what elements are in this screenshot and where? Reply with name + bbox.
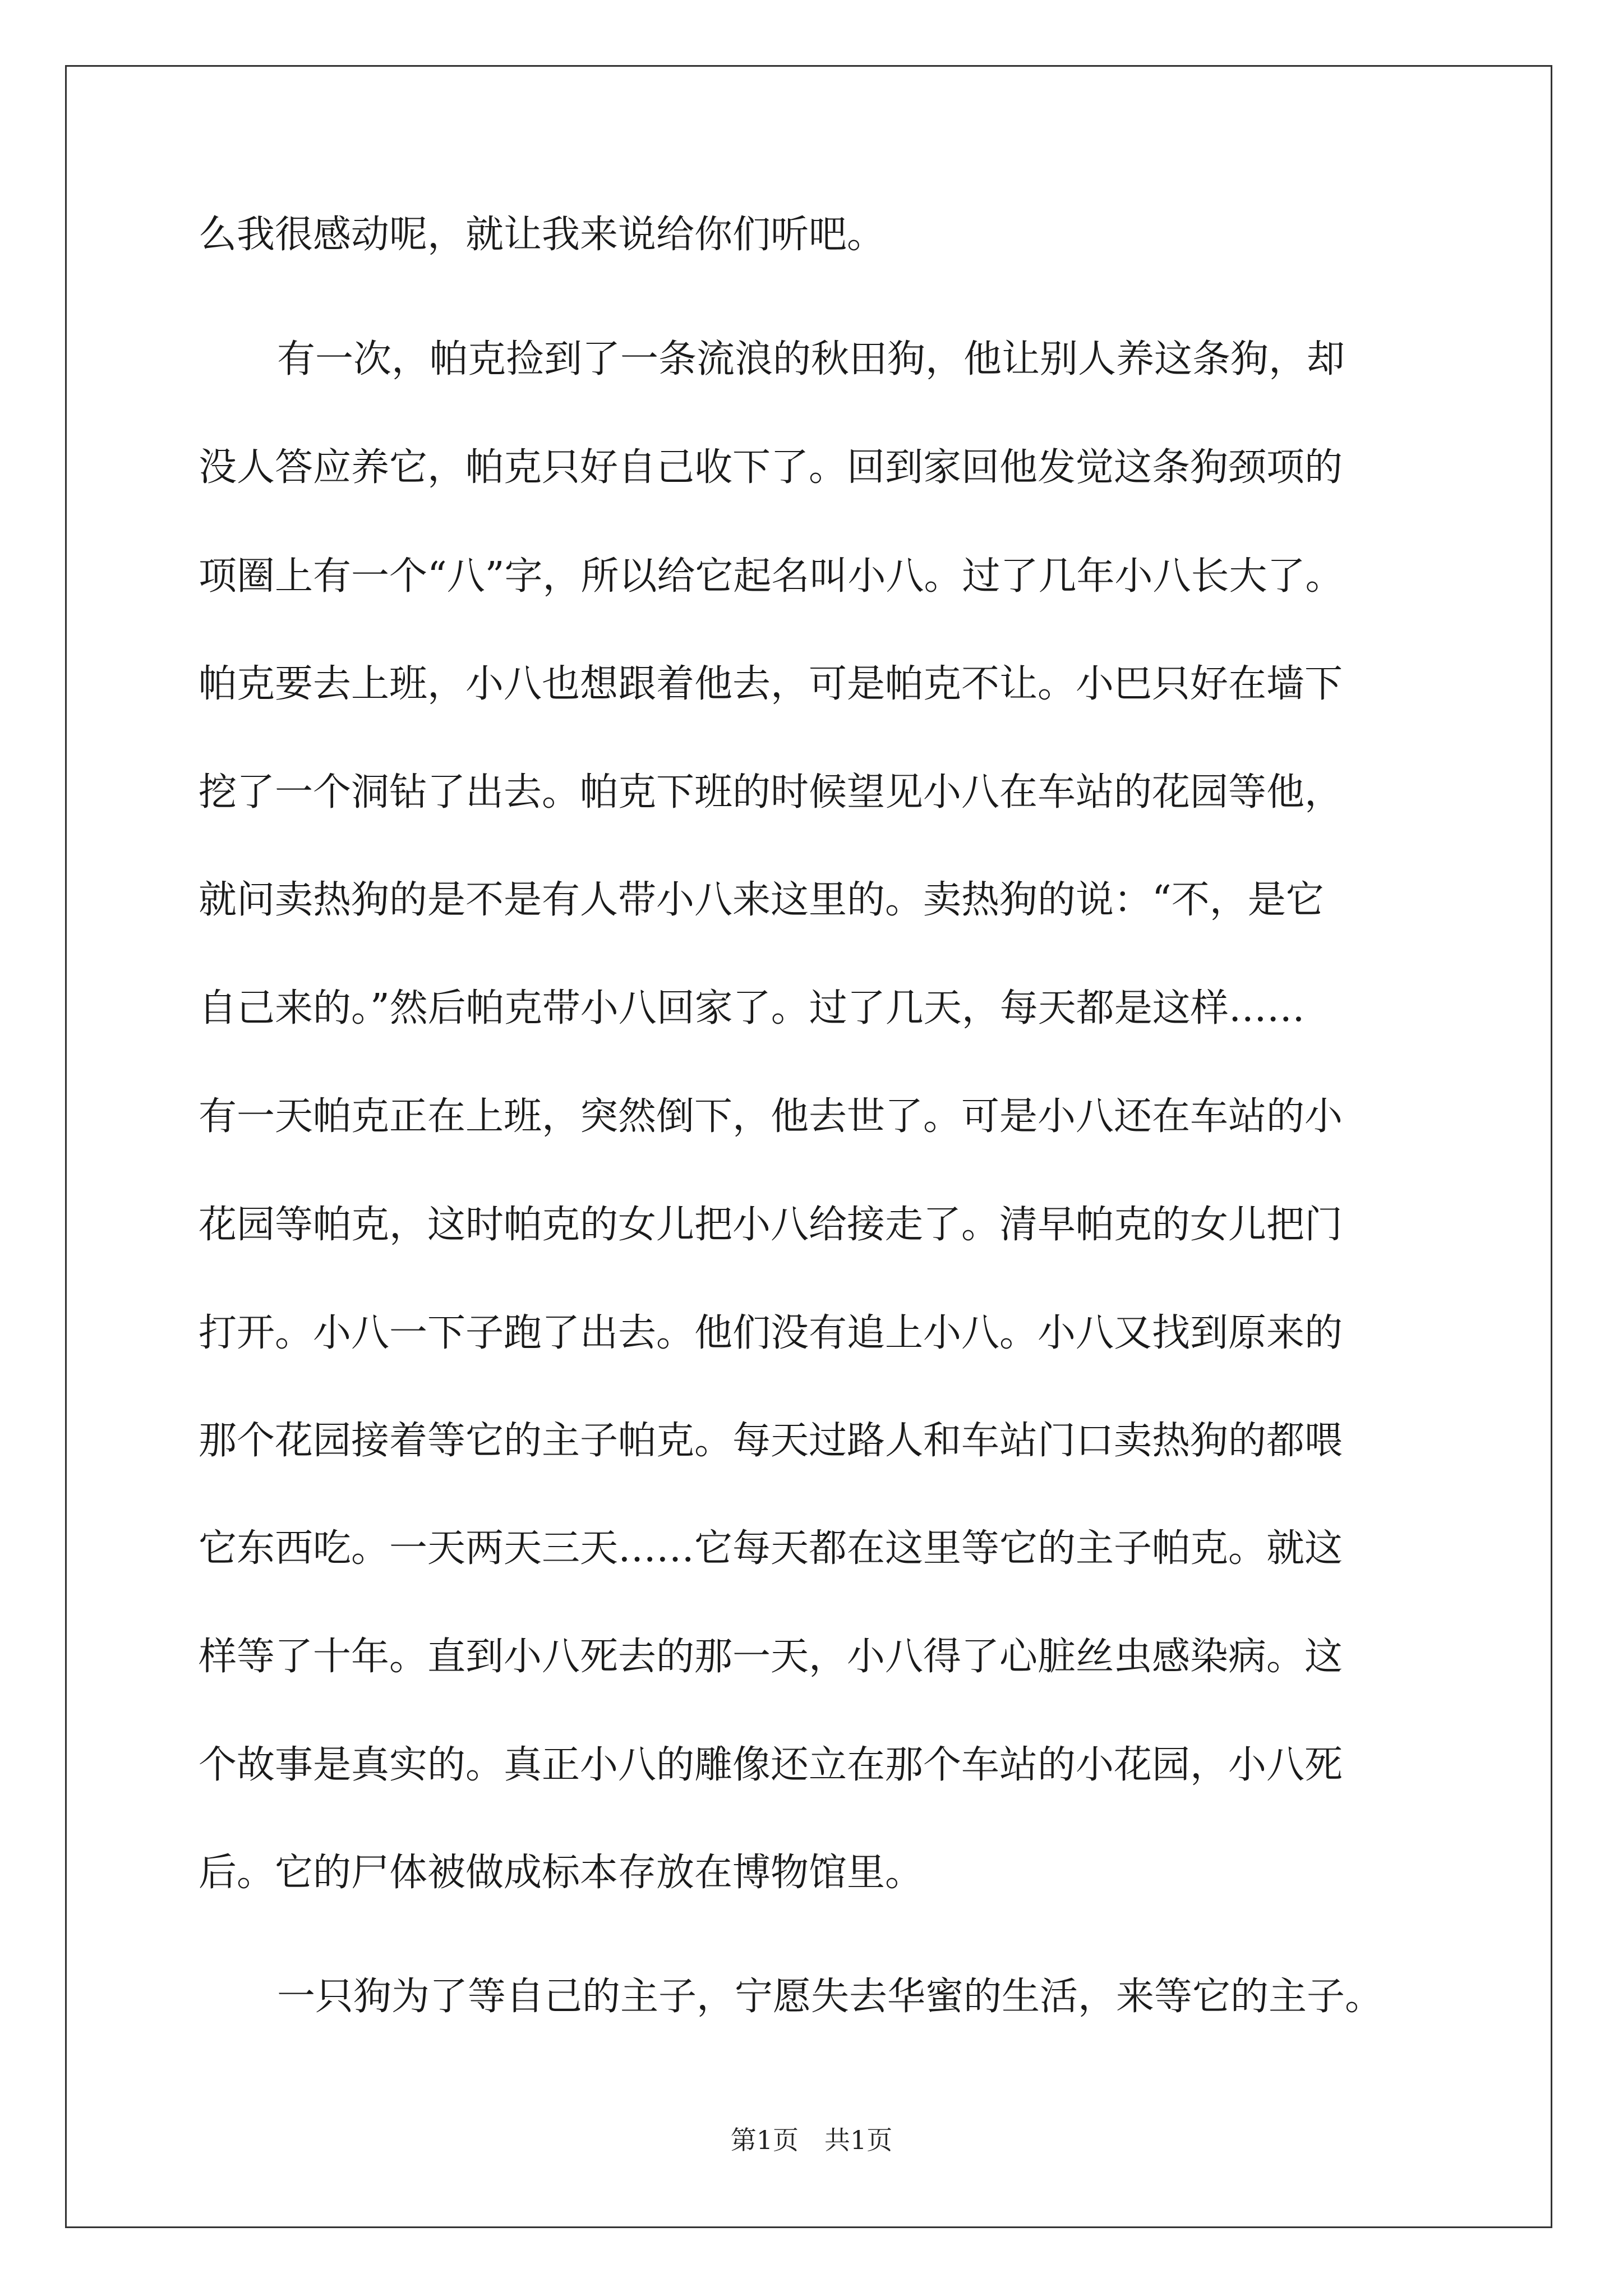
text-line: 它东西吃。一天两天三天……它每天都在这里等它的主子帕克。就这 xyxy=(199,1526,1343,1571)
text-line: 挖了一个洞钻了出去。帕克下班的时候望见小八在车站的花园等他， xyxy=(199,770,1343,815)
text-line: 那个花园接着等它的主子帕克。每天过路人和车站门口卖热狗的都喂 xyxy=(199,1419,1343,1463)
text-line: 项圈上有一个“八”字，所以给它起名叫小八。过了几年小八长大了。 xyxy=(199,554,1344,599)
text-line: 后。它的尸体被做成标本存放在博物馆里。 xyxy=(199,1851,924,1895)
text-line: 自己来的。”然后帕克带小八回家了。过了几天，每天都是这样…… xyxy=(199,986,1305,1030)
text-line: 有一天帕克正在上班，突然倒下，他去世了。可是小八还在车站的小 xyxy=(199,1094,1343,1139)
text-line: 个故事是真实的。真正小八的雕像还立在那个车站的小花园，小八死 xyxy=(199,1743,1343,1787)
text-line: 样等了十年。直到小八死去的那一天，小八得了心脏丝虫感染病。这 xyxy=(199,1635,1343,1679)
text-line: 就问卖热狗的是不是有人带小八来这里的。卖热狗的说：“不，是它 xyxy=(199,878,1324,922)
text-line: 么我很感动呢，就让我来说给你们听吧。 xyxy=(199,213,886,257)
text-line: 打开。小八一下子跑了出去。他们没有追上小八。小八又找到原来的 xyxy=(199,1311,1343,1355)
text-line: 帕克要去上班，小八也想跟着他去，可是帕克不让。小巴只好在墙下 xyxy=(199,662,1343,706)
paragraph-first-line: 有一次，帕克捡到了一条流浪的秋田狗，他让别人养这条狗，却 xyxy=(277,337,1345,381)
page-border xyxy=(65,65,1552,2228)
paragraph-first-line: 一只狗为了等自己的主子，宁愿失去华蜜的生活，来等它的主子。 xyxy=(277,1975,1384,2019)
page-number: 第1页 共1页 xyxy=(730,2125,893,2155)
text-line: 花园等帕克，这时帕克的女儿把小八给接走了。清早帕克的女儿把门 xyxy=(199,1203,1343,1247)
text-line: 没人答应养它，帕克只好自己收下了。回到家回他发觉这条狗颈项的 xyxy=(199,445,1343,490)
